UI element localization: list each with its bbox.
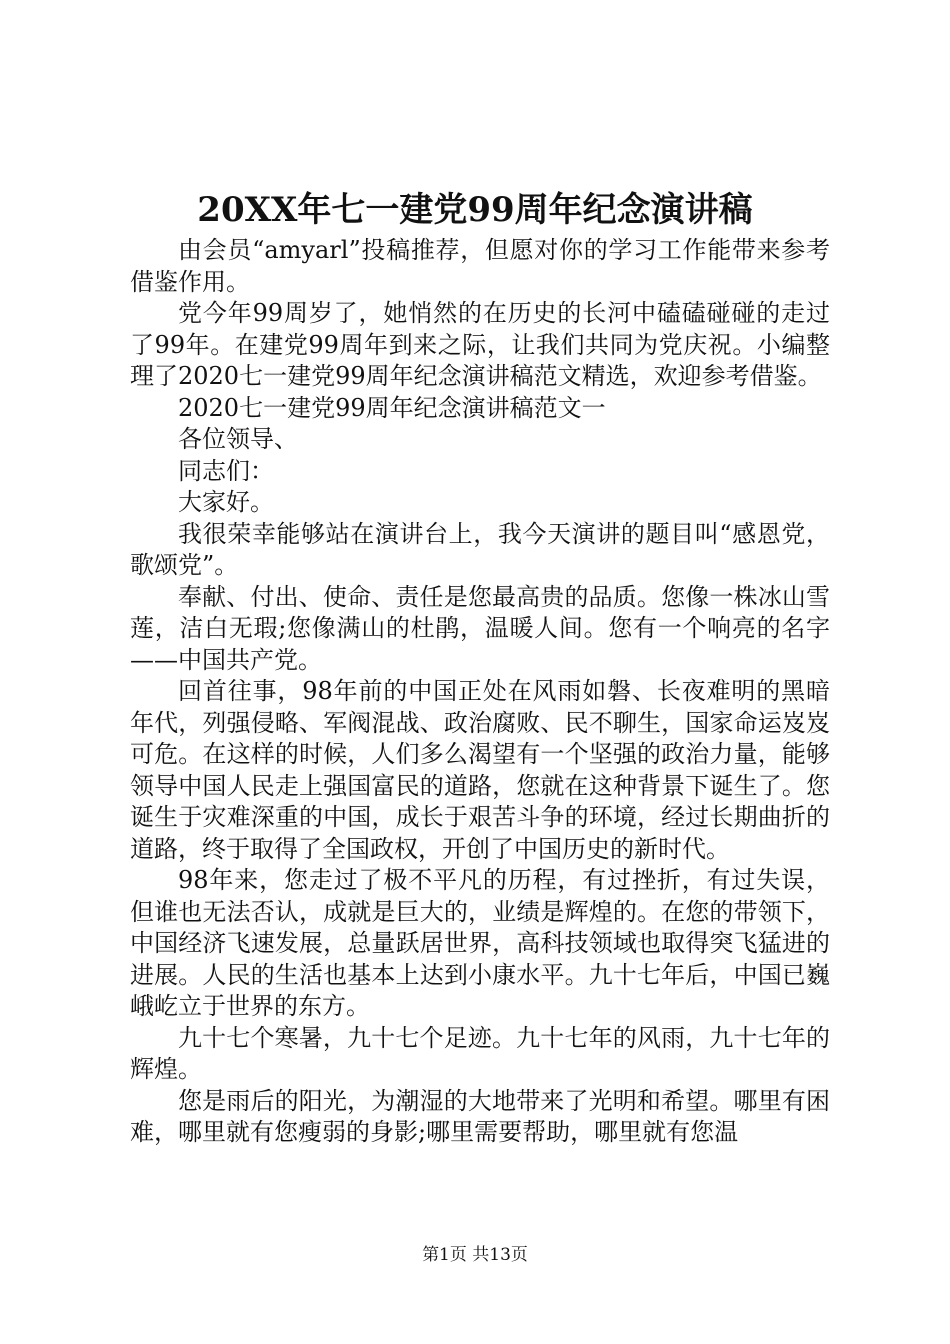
paragraph: 同志们： <box>178 456 274 485</box>
paragraph: 回首往事，98年前的中国正处在风雨如磐、长夜难明的黑暗年代，列强侵略、军阀混战、政治腐败、民不聊生，国家命运岌岌可危。在这样的时候，人们多么渴望有一个坚强的政治力量，能够领导中国人民走上强国富民的道路，您就在这种背景下诞生了。您诞生于灾难深重的中国，成长于艰苦斗争的环境，经过长期曲折的道路，终于取得了全国政权，开创了中国历史的新时代。 <box>130 677 830 863</box>
paragraph: 九十七个寒暑，九十七个足迹。九十七年的风雨，九十七年的辉煌。 <box>130 1023 830 1083</box>
paragraph: 各位领导、 <box>178 425 298 453</box>
paragraph: 我很荣幸能够站在演讲台上，我今天演讲的题目叫“感恩党，歌颂党”。 <box>130 519 830 579</box>
paragraph: 大家好。 <box>178 488 274 516</box>
page-footer <box>0 1243 950 1267</box>
paragraph: 奉献、付出、使命、责任是您最高贵的品质。您像一株冰山雪莲，洁白无瑕;您像满山的杜鹃，温暖人间。您有一个响亮的名字——中国共产党。 <box>130 582 830 674</box>
paragraph: 2020七一建党99周年纪念演讲稿范文一 <box>178 393 606 422</box>
paragraph: 您是雨后的阳光，为潮湿的大地带来了光明和希望。哪里有困难，哪里就有您瘦弱的身影;哪里需要帮助，哪里就有您温 <box>130 1086 830 1146</box>
paragraph: 98年来，您走过了极不平凡的历程，有过挫折，有过失误，但谁也无法否认，成就是巨大的，业绩是辉煌的。在您的带领下，中国经济飞速发展，总量跃居世界，高科技领域也取得突飞猛进的进展。人民的生活也基本上达到小康水平。九十七年后，中国已巍峨屹立于世界的东方。 <box>130 866 830 1020</box>
paragraph: 党今年99周岁了，她悄然的在历史的长河中磕磕碰碰的走过了99年。在建党99周年到来之际，让我们共同为党庆祝。小编整理了2020七一建党99周年纪念演讲稿范文精选，欢迎参考借鉴。 <box>130 299 830 390</box>
document-title: 20XX年七一建党99周年纪念演讲稿 <box>197 190 753 230</box>
page-total: 共13页 <box>472 1245 528 1265</box>
paragraph: 由会员“amyarl”投稿推荐，但愿对你的学习工作能带来参考借鉴作用。 <box>130 236 830 296</box>
page-number: 第1页 <box>422 1245 467 1265</box>
document-body <box>130 235 830 1149</box>
